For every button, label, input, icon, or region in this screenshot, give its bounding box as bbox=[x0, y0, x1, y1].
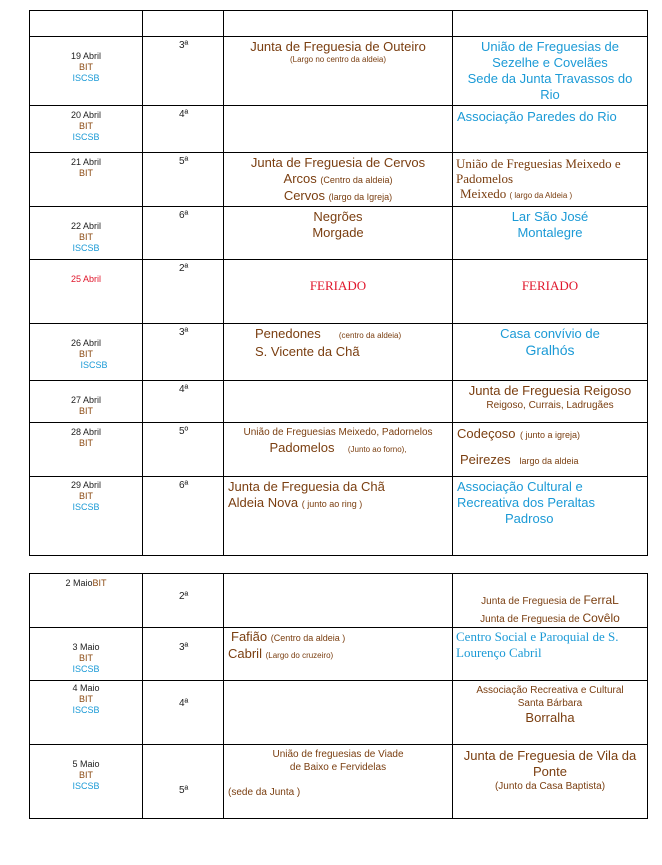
table-row bbox=[30, 324, 648, 381]
date-cell: 4 Maio BIT ISCSB bbox=[30, 681, 143, 745]
date-cell: 2 MaioBIT bbox=[30, 574, 143, 628]
date-label: 19 Abril bbox=[70, 51, 102, 61]
local-cell-1 bbox=[224, 106, 453, 153]
weekday-cell: 3ª bbox=[143, 324, 224, 381]
weekday-cell: 5ª bbox=[143, 153, 224, 207]
table-row bbox=[30, 681, 648, 745]
date-cell: 29 Abril BIT ISCSB bbox=[30, 477, 143, 556]
schedule-table-april bbox=[29, 10, 648, 556]
weekday-cell: 6ª bbox=[143, 477, 224, 556]
date-cell: 21 Abril BIT bbox=[30, 153, 143, 207]
local-cell-2: Associação Cultural e Recreativa dos Peraltas Padroso bbox=[453, 477, 648, 556]
local-cell-2: Junta de Freguesia de Vila da Ponte (Junto da Casa Baptista) bbox=[453, 745, 648, 819]
holiday-label: FERIADO bbox=[521, 278, 579, 293]
place-name: Junta de Freguesia de Outeiro bbox=[250, 39, 426, 54]
table-row bbox=[30, 11, 648, 37]
table-row bbox=[30, 628, 648, 681]
local-cell-1: União de Freguesias Meixedo, Padornelos Padomelos (Junto ao forno), bbox=[224, 423, 453, 477]
table-row bbox=[30, 106, 648, 153]
date-cell: 27 Abril BIT bbox=[30, 381, 143, 423]
date-cell: 22 Abril BIT ISCSB bbox=[30, 207, 143, 260]
local-cell-2: Codeçoso ( junto a igreja) Peirezes largo da aldeia bbox=[453, 423, 648, 477]
place-note: (Largo no centro da aldeia) bbox=[289, 55, 387, 64]
table-row bbox=[30, 260, 648, 324]
local-cell-2: Centro Social e Paroquial de S. Lourenço Cabril bbox=[453, 628, 648, 681]
local-cell-2: Junta de Freguesia de FerraL Junta de Freguesia de Covêlo bbox=[453, 574, 648, 628]
table-row bbox=[30, 574, 648, 628]
local-cell-2: Lar São José Montalegre bbox=[453, 207, 648, 260]
weekday-cell: 6ª bbox=[143, 207, 224, 260]
weekday-cell: 3ª bbox=[143, 628, 224, 681]
bit-tag: BIT bbox=[78, 62, 93, 72]
weekday-cell: 5ª bbox=[143, 745, 224, 819]
weekday-cell: 4ª bbox=[143, 381, 224, 423]
weekday-cell: 4ª bbox=[143, 106, 224, 153]
local-cell-1: União de freguesias de Viade de Baixo e Fervidelas (sede da Junta ) bbox=[224, 745, 453, 819]
table-row bbox=[30, 153, 648, 207]
weekday-cell: 2ª bbox=[143, 260, 224, 324]
weekday-cell: 3ª bbox=[143, 37, 224, 106]
local-cell-1 bbox=[224, 381, 453, 423]
local-cell-1: Junta de Freguesia da Chã Aldeia Nova ( junto ao ring ) bbox=[224, 477, 453, 556]
date-cell: 5 Maio BIT ISCSB bbox=[30, 745, 143, 819]
date-cell: 20 Abril BIT ISCSB bbox=[30, 106, 143, 153]
local-cell-1: Negrões Morgade bbox=[224, 207, 453, 260]
local-cell-1 bbox=[224, 260, 453, 324]
local-cell-1 bbox=[224, 574, 453, 628]
date-cell: 26 Abril BIT ISCSB bbox=[30, 324, 143, 381]
schedule-table-may bbox=[29, 573, 648, 819]
local-cell-2: Junta de Freguesia Reigoso Reigoso, Currais, Ladrugães bbox=[453, 381, 648, 423]
table-row bbox=[30, 207, 648, 260]
date-cell: 28 Abril BIT bbox=[30, 423, 143, 477]
table-row bbox=[30, 745, 648, 819]
table-row bbox=[30, 423, 648, 477]
local-cell-2: Associação Paredes do Rio bbox=[453, 106, 648, 153]
table-row bbox=[30, 37, 648, 106]
local-cell-1 bbox=[224, 681, 453, 745]
local-cell-1: Junta de Freguesia de Cervos Arcos (Centro da aldeia) Cervos (largo da Igreja) bbox=[224, 153, 453, 207]
date-cell: 25 Abril bbox=[30, 260, 143, 324]
local-cell-2: Associação Recreativa e Cultural Santa Bárbara Borralha bbox=[453, 681, 648, 745]
holiday-label: FERIADO bbox=[309, 278, 367, 293]
date-cell bbox=[30, 37, 143, 106]
local-cell-1 bbox=[224, 37, 453, 106]
weekday-cell: 4ª bbox=[143, 681, 224, 745]
local-cell-2: União de Freguesias de Sezelhe e Covelães Sede da Junta Travassos do Rio bbox=[453, 37, 648, 106]
date-cell: 3 Maio BIT ISCSB bbox=[30, 628, 143, 681]
iscsb-tag: ISCSB bbox=[72, 73, 100, 83]
local-cell-1: Fafião (Centro da aldeia ) Cabril (Largo do cruzeiro) bbox=[224, 628, 453, 681]
local-cell-2: Casa convívio de Gralhós bbox=[453, 324, 648, 381]
weekday-cell: 5º bbox=[143, 423, 224, 477]
local-cell-2 bbox=[453, 260, 648, 324]
local-cell-1: Penedones (centro da aldeia) S. Vicente da Chã bbox=[224, 324, 453, 381]
weekday-cell: 2ª bbox=[143, 574, 224, 628]
local-cell-2: União de Freguesias Meixedo e Padomelos Meixedo ( largo da Aldeia ) bbox=[453, 153, 648, 207]
table-row bbox=[30, 477, 648, 556]
table-row bbox=[30, 381, 648, 423]
